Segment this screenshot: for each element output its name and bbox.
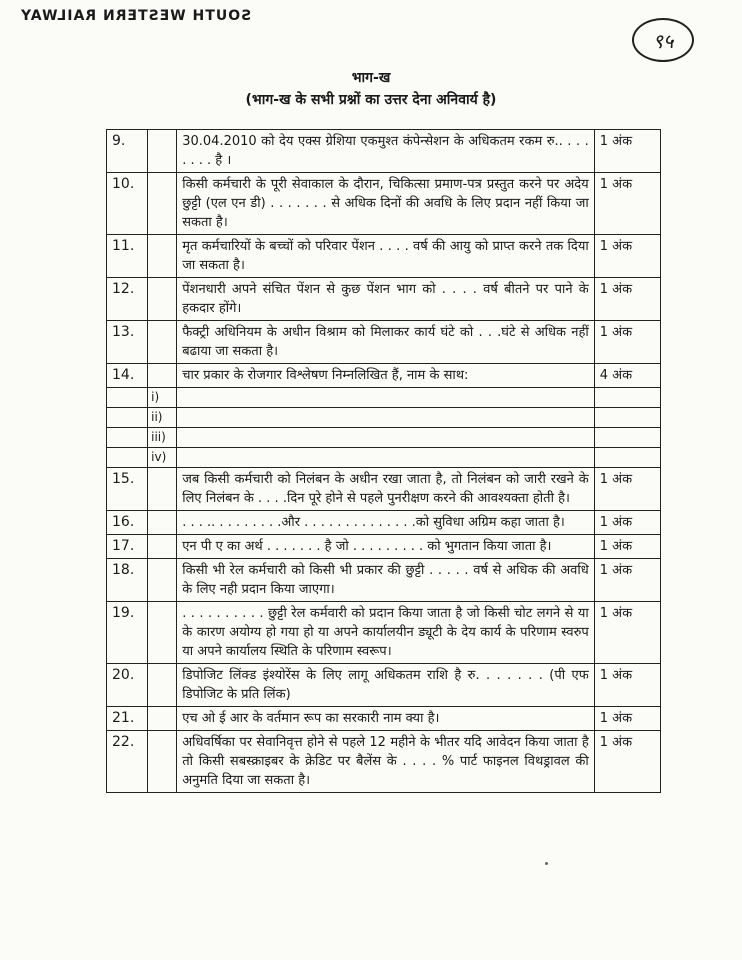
- blank-cell: [107, 408, 148, 428]
- question-number: 18.: [107, 559, 148, 602]
- question-text: किसी कर्मचारी के पूरी सेवाकाल के दौरान, चिकित्सा प्रमाण-पत्र प्रस्तुत करने पर अदेय छुट्टी (एल एन डी) . . . . . . . से अधिक दिनों की अवधि के लिए प्रदान नहीं किया जा सकता है।: [177, 173, 595, 235]
- sub-item-row: [107, 448, 661, 468]
- scan-speck: [545, 862, 548, 865]
- sub-item-label: ii): [148, 408, 177, 428]
- page-number-circle: ९५: [632, 18, 694, 62]
- railway-header-mirrored: SOUTH WESTERN RAILWAY: [20, 8, 252, 24]
- question-row: [107, 731, 661, 793]
- question-row: [107, 559, 661, 602]
- blank-cell: [107, 428, 148, 448]
- question-row: [107, 364, 661, 388]
- question-number: 20.: [107, 664, 148, 707]
- sub-item-label: iii): [148, 428, 177, 448]
- question-marks: 1 अंक: [594, 278, 660, 321]
- question-number: 10.: [107, 173, 148, 235]
- question-marks: 1 अंक: [594, 511, 660, 535]
- question-row: [107, 173, 661, 235]
- blank-cell: [594, 448, 660, 468]
- question-text: किसी भी रेल कर्मचारी को किसी भी प्रकार की छुट्टी . . . . . वर्ष से अधिक की अवधि के लिए नही प्रदान किया जाएगा।: [177, 559, 595, 602]
- sub-cell: [148, 664, 177, 707]
- question-marks: 1 अंक: [594, 468, 660, 511]
- question-number: 15.: [107, 468, 148, 511]
- answer-blank: [177, 448, 595, 468]
- blank-cell: [594, 408, 660, 428]
- question-marks: 1 अंक: [594, 130, 660, 173]
- question-text: चार प्रकार के रोजगार विश्लेषण निम्नलिखित हैं, नाम के साथ:: [177, 364, 595, 388]
- question-marks: 1 अंक: [594, 535, 660, 559]
- question-marks: 1 अंक: [594, 321, 660, 364]
- question-marks: 4 अंक: [594, 364, 660, 388]
- question-marks: 1 अंक: [594, 235, 660, 278]
- question-marks: 1 अंक: [594, 602, 660, 664]
- answer-blank: [177, 388, 595, 408]
- sub-cell: [148, 364, 177, 388]
- question-text: डिपोजिट लिंक्ड इंश्योरेंस के लिए लागू अधिकतम राशि है रु. . . . . . . (पी एफ डिपोजिट के प्रति लिंक): [177, 664, 595, 707]
- question-number: 12.: [107, 278, 148, 321]
- question-text: एच ओ ई आर के वर्तमान रूप का सरकारी नाम क्या है।: [177, 707, 595, 731]
- question-text: जब किसी कर्मचारी को निलंबन के अधीन रखा जाता है, तो निलंबन को जारी रखने के लिए निलंबन के . . . .दिन पूरे होने से पहले पुनरीक्षण करने की आवश्यक्ता होती है।: [177, 468, 595, 511]
- sub-cell: [148, 235, 177, 278]
- question-row: [107, 130, 661, 173]
- sub-cell: [148, 321, 177, 364]
- question-row: [107, 468, 661, 511]
- question-row: [107, 602, 661, 664]
- sub-cell: [148, 602, 177, 664]
- question-number: 17.: [107, 535, 148, 559]
- blank-cell: [107, 388, 148, 408]
- sub-cell: [148, 559, 177, 602]
- sub-cell: [148, 173, 177, 235]
- blank-cell: [107, 448, 148, 468]
- section-instruction: (भाग-ख के सभी प्रश्नों का उत्तर देना अनिवार्य है): [245, 92, 497, 108]
- question-text: फैक्ट्री अधिनियम के अधीन विश्राम को मिलाकर कार्य घंटे को . . .घंटे से अधिक नहीं बढाया जा सकता है।: [177, 321, 595, 364]
- questions-table: [106, 129, 661, 793]
- question-marks: 1 अंक: [594, 559, 660, 602]
- question-number: 16.: [107, 511, 148, 535]
- question-text: मृत कर्मचारियों के बच्चों को परिवार पेंशन . . . . वर्ष की आयु को प्राप्त करने तक दिया जा सकता है।: [177, 235, 595, 278]
- sub-item-row: [107, 408, 661, 428]
- answer-blank: [177, 428, 595, 448]
- sub-cell: [148, 468, 177, 511]
- sub-item-row: [107, 388, 661, 408]
- question-number: 14.: [107, 364, 148, 388]
- question-number: 22.: [107, 731, 148, 793]
- question-text: . . . .. . . . . . . . .और . . . . . . . . . . . . . .को सुविधा अग्रिम कहा जाता है।: [177, 511, 595, 535]
- question-text: पेंशनधारी अपने संचित पेंशन से कुछ पेंशन भाग को . . . . वर्ष बीतने पर पाने के हकदार होंगे।: [177, 278, 595, 321]
- question-text: 30.04.2010 को देय एक्स ग्रेशिया एकमुश्त कंपेन्सेशन के अधिकतम रकम रु.. . . . . . . . है ।: [177, 130, 595, 173]
- sub-cell: [148, 130, 177, 173]
- question-number: 21.: [107, 707, 148, 731]
- question-row: [107, 664, 661, 707]
- question-row: [107, 278, 661, 321]
- blank-cell: [594, 428, 660, 448]
- sub-item-label: iv): [148, 448, 177, 468]
- sub-item-label: i): [148, 388, 177, 408]
- question-marks: 1 अंक: [594, 707, 660, 731]
- question-row: [107, 535, 661, 559]
- sub-cell: [148, 535, 177, 559]
- question-text: अधिवर्षिका पर सेवानिवृत्त होने से पहले 12 महीने के भीतर यदि आवेदन किया जाता है तो किसी सबस्क्राइबर के क्रेडिट पर बैलेंस के . . . . % पार्ट फाइनल विथड्रावल की अनुमति दिया जा सकता है।: [177, 731, 595, 793]
- question-row: [107, 707, 661, 731]
- blank-cell: [594, 388, 660, 408]
- sub-item-row: [107, 428, 661, 448]
- answer-blank: [177, 408, 595, 428]
- question-row: [107, 321, 661, 364]
- question-number: 9.: [107, 130, 148, 173]
- question-number: 13.: [107, 321, 148, 364]
- question-number: 11.: [107, 235, 148, 278]
- question-marks: 1 अंक: [594, 731, 660, 793]
- sub-cell: [148, 511, 177, 535]
- question-row: [107, 235, 661, 278]
- question-row: [107, 511, 661, 535]
- section-title: भाग-ख: [351, 70, 391, 86]
- question-marks: 1 अंक: [594, 173, 660, 235]
- sub-cell: [148, 278, 177, 321]
- question-text: एन पी ए का अर्थ . . . . . . . है जो . . . . . . . . . को भुगतान किया जाता है।: [177, 535, 595, 559]
- question-number: 19.: [107, 602, 148, 664]
- question-text: . . . . . . . . . . छुट्टी रेल कर्मवारी को प्रदान किया जाता है जो किसी चोट लगने से या के कारण अयोग्य हो गया हो या अपने कार्यालयीन ड्यूटी के देय कार्य के परिणाम स्वरुप या अपने कार्यालय स्थिति के परिणाम स्वरूप।: [177, 602, 595, 664]
- question-marks: 1 अंक: [594, 664, 660, 707]
- sub-cell: [148, 731, 177, 793]
- sub-cell: [148, 707, 177, 731]
